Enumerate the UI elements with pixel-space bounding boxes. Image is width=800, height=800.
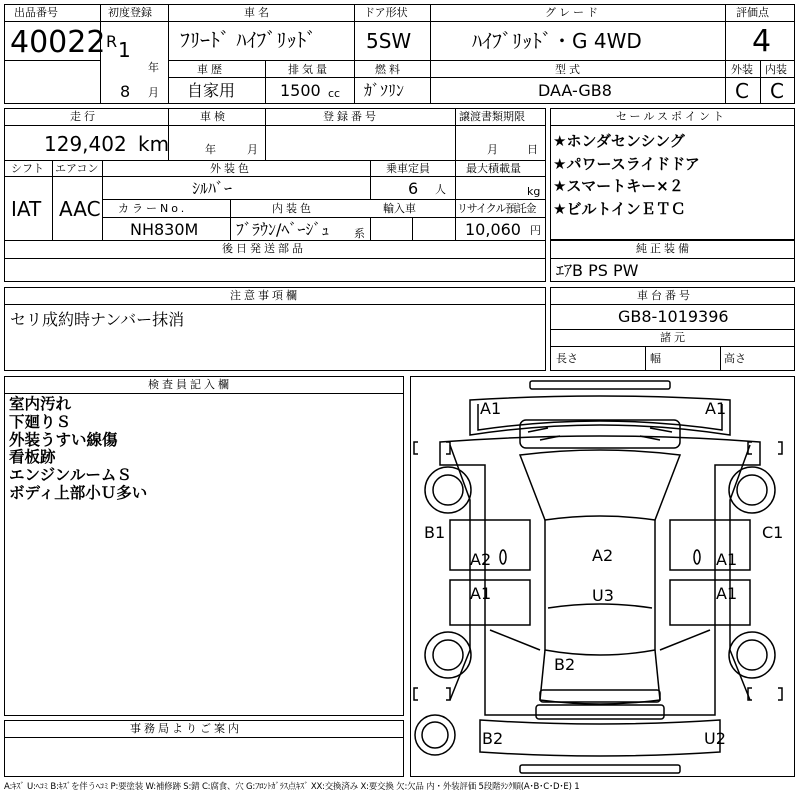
aircon-label: エアコン	[55, 162, 99, 175]
km-unit: km	[138, 132, 170, 156]
sales-point-item: ★ホンダセンシング	[553, 132, 685, 150]
transfer-month-unit: 月	[487, 143, 498, 156]
inspector-note: 下廻りＳ	[9, 412, 72, 431]
damage-rear-right: U2	[704, 729, 726, 748]
inspector-note: エンジンルームＳ	[9, 466, 132, 485]
damage-roof-front: A2	[592, 546, 614, 565]
damage-front-right: A1	[705, 399, 727, 418]
equipment-title: 純正装備	[636, 242, 692, 255]
grade-label: グレード	[545, 6, 601, 19]
shift-value: IAT	[11, 197, 42, 221]
damage-tailgate: B2	[554, 655, 576, 674]
length-label: 長さ	[556, 352, 578, 365]
transfer-deadline-label: 譲渡書類期限	[459, 110, 525, 123]
office-title: 事務局よりご案内	[130, 722, 242, 735]
max-load-unit: kg	[527, 185, 541, 198]
lot-number-label: 出品番号	[14, 6, 58, 19]
recycle-deposit-value: 10,060	[465, 220, 521, 239]
inspector-note: 看板跡	[9, 448, 56, 467]
damage-left-mid-lower: A1	[470, 584, 492, 603]
color-number-value: NH830M	[130, 220, 199, 239]
interior-color-suffix: 系	[354, 227, 365, 240]
transfer-day-unit: 日	[527, 143, 538, 156]
sales-point-item: ★スマートキー×２	[553, 177, 684, 195]
month-unit: 月	[148, 86, 159, 99]
inspection-month-unit: 月	[247, 143, 258, 156]
door-type: 5SW	[366, 29, 412, 53]
equipment-value: ｴｱB PS PW	[556, 261, 639, 280]
displacement-label: 排気量	[288, 63, 330, 76]
notes-value: セリ成約時ナンバー抹消	[10, 310, 185, 329]
damage-front-left: A1	[480, 399, 502, 418]
grade-value: ﾊｲﾌﾞﾘｯﾄﾞ・G 4WD	[472, 29, 642, 53]
import-label: 輸入車	[383, 202, 416, 215]
door-type-label: ドア形状	[364, 6, 408, 19]
inspector-title: 検査員記入欄	[148, 378, 232, 391]
spec-title: 諸元	[660, 331, 688, 344]
mileage-value: 129,402	[44, 132, 127, 156]
registration-year: 1	[118, 38, 131, 62]
plate-label: 登録番号	[323, 110, 379, 123]
interior-color-label: 内装色	[272, 202, 314, 215]
capacity-label: 乗車定員	[386, 162, 430, 175]
recycle-deposit-label: リサイクル預託金	[457, 202, 536, 215]
damage-right-front-door: C1	[762, 523, 784, 542]
history-value: 自家用	[187, 81, 236, 100]
height-label: 高さ	[724, 352, 746, 365]
chassis-number: GB8-1019396	[618, 307, 729, 326]
car-name-label: 車名	[244, 6, 272, 19]
inspector-note: 室内汚れ	[9, 395, 72, 413]
fuel-label: 燃料	[375, 63, 403, 76]
car-name: ﾌﾘｰﾄﾞ ﾊｲﾌﾞﾘｯﾄﾞ	[180, 28, 317, 52]
inspector-note: 外装うすい線傷	[9, 430, 118, 449]
cc-unit: cc	[328, 87, 341, 100]
interior-label: 内装	[765, 63, 787, 76]
score-value: 4	[752, 24, 772, 59]
recycle-yen-unit: 円	[530, 224, 541, 237]
displacement-value: 1500	[280, 81, 321, 100]
color-number-label: カラーNo.	[118, 202, 188, 215]
interior-color-value: ﾌﾞﾗｳﾝ/ﾍﾞｰｼﾞｭ	[236, 220, 330, 239]
sales-point-item: ★パワースライドドア	[553, 154, 700, 173]
capacity-unit: 人	[435, 183, 446, 196]
damage-legend: A:ｷｽﾞ U:ﾍｺﾐ B:ｷｽﾞを伴うﾍｺﾐ P:要塗装 W:補修跡 S:錆 C:腐食、穴 G:ﾌﾛﾝﾄｶﾞﾗｽ点ｷｽﾞ XX:交換済み X:要交換 欠:欠品 内・外装評価 5段階ﾗﾝｸ順(A･B･C･D･E) 1	[4, 782, 580, 792]
notes-title: 注意事項欄	[230, 289, 300, 302]
score-label: 評価点	[736, 6, 769, 19]
damage-left-front-door: B1	[424, 523, 446, 542]
damage-roof: U3	[592, 586, 614, 605]
lot-number: 40022	[10, 25, 106, 60]
fuel-value: ｶﾞｿﾘﾝ	[364, 81, 405, 100]
registration-month: 8	[120, 82, 131, 101]
damage-right-mid-upper: A1	[716, 550, 738, 569]
exterior-grade: C	[735, 79, 749, 103]
damage-left-mid-upper: A2	[470, 550, 492, 569]
inspector-note: ボディ上部小Ｕ多い	[9, 483, 148, 502]
exterior-color-label: 外装色	[210, 162, 252, 175]
shift-label: シフト	[11, 162, 44, 175]
sales-points-title: セールスポイント	[616, 110, 728, 123]
history-label: 車歴	[197, 63, 225, 76]
sales-point-item: ★ビルトインＥＴＣ	[553, 199, 686, 218]
inspection-label: 車検	[200, 110, 228, 123]
later-parts-label: 後日発送部品	[222, 242, 306, 255]
model-value: DAA-GB8	[538, 81, 612, 100]
aircon-value: AAC	[59, 197, 101, 221]
exterior-color-value: ｼﾙﾊﾞｰ	[192, 179, 233, 198]
year-unit: 年	[148, 61, 159, 74]
model-label: 型式	[555, 63, 583, 76]
width-label: 幅	[650, 352, 661, 365]
max-load-label: 最大積載量	[466, 162, 521, 175]
exterior-label: 外装	[731, 63, 753, 76]
first-registration-label: 初度登録	[108, 6, 152, 19]
inspection-year-unit: 年	[205, 143, 216, 156]
capacity-value: 6	[408, 179, 419, 198]
era-mark: R	[106, 32, 118, 51]
damage-right-mid-lower: A1	[716, 584, 738, 603]
damage-rear-left: B2	[482, 729, 504, 748]
interior-grade: C	[770, 79, 784, 103]
mileage-label: 走行	[70, 110, 98, 123]
chassis-title: 車台番号	[637, 289, 693, 302]
